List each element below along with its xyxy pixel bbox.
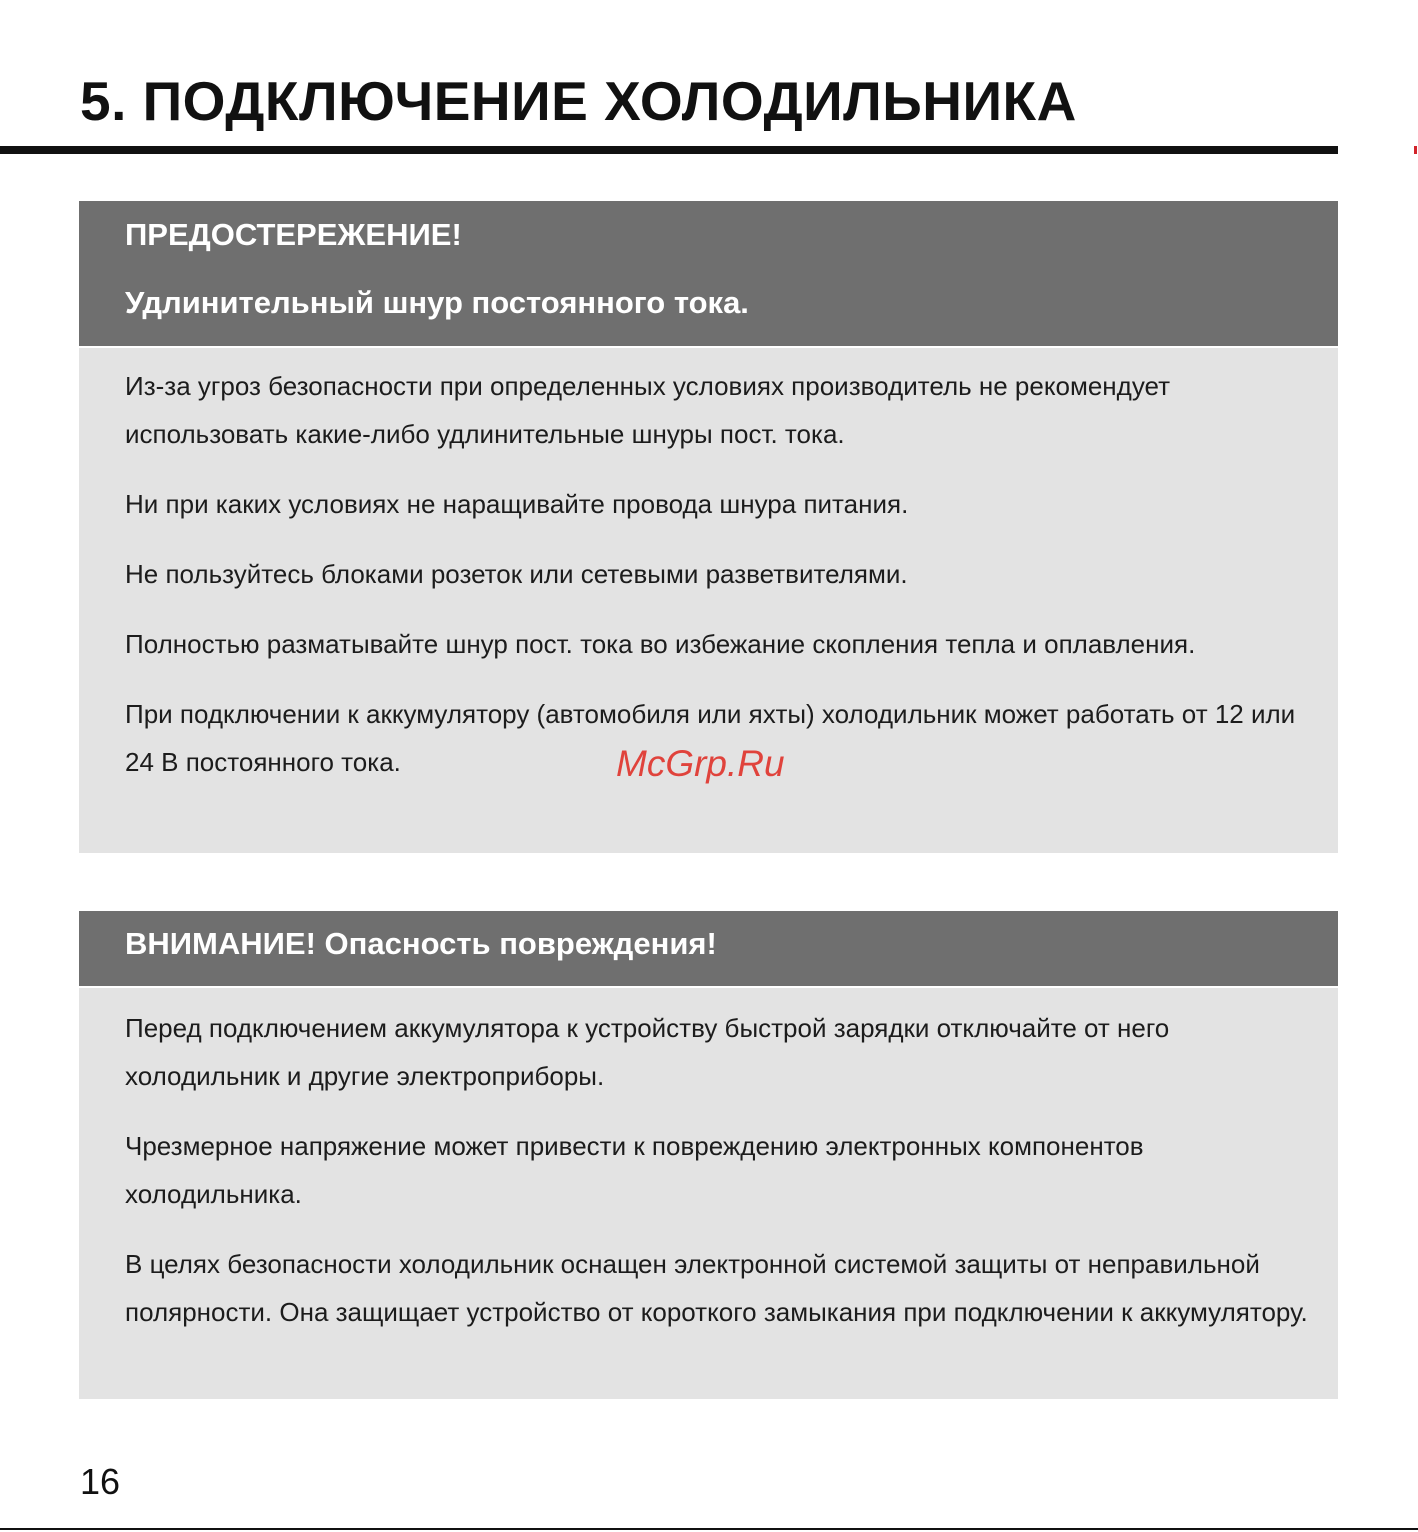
caution-subheading: Удлинительный шнур постоянного тока. xyxy=(125,285,749,320)
title-divider xyxy=(0,146,1338,154)
watermark: McGrp.Ru xyxy=(616,743,785,784)
page-title: 5. ПОДКЛЮЧЕНИЕ ХОЛОДИЛЬНИКА xyxy=(80,70,1077,132)
warning-box xyxy=(79,911,1338,1399)
warning-body xyxy=(79,986,1338,1399)
warning-heading: ВНИМАНИЕ! Опасность повреждения! xyxy=(125,926,717,961)
caution-header xyxy=(79,201,1338,346)
caution-paragraph: Из-за угроз безопасности при определенных условиях производитель не рекомендует использовать какие-либо удлинительные шнуры пост. тока. xyxy=(125,371,1171,449)
page-number: 16 xyxy=(80,1461,121,1502)
warning-paragraph: Чрезмерное напряжение может привести к повреждению электронных компонентов холодильника. xyxy=(125,1131,1144,1209)
caution-paragraph: Не пользуйтесь блоками розеток или сетевыми разветвителями. xyxy=(125,559,908,589)
warning-paragraph: Перед подключением аккумулятора к устройству быстрой зарядки отключайте от него холодильник и другие электроприборы. xyxy=(125,1013,1170,1091)
caution-paragraph: При подключении к аккумулятору (автомобиля или яхты) холодильник может работать от 12 или 24 В постоянного тока. xyxy=(125,699,1296,777)
caution-paragraph: Полностью разматывайте шнур пост. тока во избежание скопления тепла и оплавления. xyxy=(125,629,1196,659)
caution-heading: ПРЕДОСТЕРЕЖЕНИЕ! xyxy=(125,217,462,252)
edge-mark xyxy=(1414,146,1417,154)
warning-paragraph: В целях безопасности холодильник оснащен электронной системой защиты от неправильной полярности. Она защищает устройство от короткого замыкания при подключении к аккумулятору. xyxy=(125,1249,1308,1327)
warning-header xyxy=(79,911,1338,986)
caution-paragraph: Ни при каких условиях не наращивайте провода шнура питания. xyxy=(125,489,909,519)
bottom-divider xyxy=(0,1528,1418,1530)
